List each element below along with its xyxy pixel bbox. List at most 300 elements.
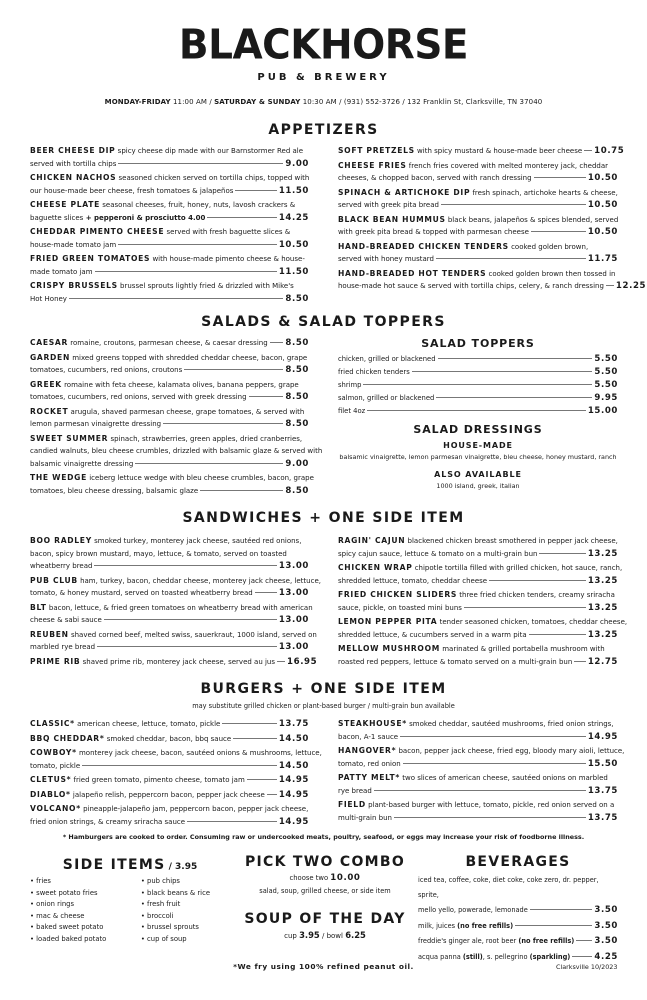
menu-item-name: FIELD — [338, 800, 366, 809]
menu-item-description-cont: with greek pita bread & topped with parmesan cheese — [338, 228, 529, 236]
menu-item-name: BBQ CHEDDAR* — [30, 733, 105, 743]
menu-item-description-cont: cheeses, & chopped bacon, served with ranch dressing — [338, 174, 532, 182]
menu-item-description: smoked turkey, monterey jack cheese, sautéed red onions, — [91, 537, 302, 545]
menu-item — [338, 589, 618, 614]
beverages-heading: BEVERAGES — [465, 854, 571, 870]
menu-item-price-row — [30, 656, 318, 669]
menu-item — [30, 406, 309, 431]
menu-item-name: PRIME RIB — [30, 656, 81, 666]
salad-topper-label: filet 4oz — [338, 407, 366, 415]
menu-item-description-cont: lemon parmesan vinaigrette dressing — [30, 420, 162, 428]
menu-item-price-row — [338, 199, 618, 212]
leader-line — [584, 150, 592, 151]
beverage-price: 4.25 — [594, 951, 618, 962]
appetizers-right-column — [338, 145, 647, 295]
salad-topper-price: 5.50 — [594, 380, 618, 390]
leader-line — [530, 909, 593, 910]
menu-item-name: CHEESE FRIES — [338, 160, 407, 170]
menu-item-description-cont: tomatoes, bleu cheese dressing, balsamic glaze — [30, 486, 199, 495]
menu-item-description: blackened chicken breast smothered in pepper jack cheese, — [405, 537, 618, 545]
beverage-note-2: (sparkling) — [529, 952, 571, 961]
menu-item-description: shaved corned beef, melted swiss, sauerkraut, 1000 island, served on — [68, 630, 317, 639]
menu-item — [30, 602, 313, 627]
menu-item-name: SOFT PRETZELS — [338, 146, 415, 155]
menu-item-description: cooked golden brown then tossed in — [486, 269, 616, 278]
menu-item-line — [30, 747, 322, 760]
leader-line — [529, 634, 586, 635]
menu-item-price-row — [338, 785, 618, 798]
menu-item-price-row — [30, 212, 309, 225]
salad-topper-row — [338, 405, 618, 418]
menu-item-text — [30, 733, 231, 746]
leader-line — [436, 397, 592, 398]
menu-item-name: LEMON PEPPER PITA — [338, 617, 438, 626]
menu-item-price-row — [30, 641, 309, 654]
menu-item-text — [30, 641, 95, 654]
menu-item-price: 15.50 — [587, 758, 618, 769]
side-items-lists — [30, 876, 230, 946]
menu-item-text — [30, 560, 92, 573]
menu-item-price-row — [338, 602, 618, 615]
menu-item-text — [338, 226, 529, 239]
leader-line — [441, 204, 586, 205]
menu-item-price: 8.50 — [285, 392, 309, 402]
menu-item-name: FRIED CHICKEN SLIDERS — [338, 590, 458, 599]
menu-item-line — [338, 160, 618, 173]
salad-topper-price: 9.95 — [594, 393, 618, 403]
menu-item-price: 14.95 — [278, 775, 309, 785]
menu-item — [30, 472, 314, 497]
leader-line — [267, 794, 277, 795]
menu-item-text — [338, 785, 372, 798]
menu-item-description: pineapple-jalapeño jam, peppercorn bacon, pepper jack cheese, — [80, 805, 309, 813]
leader-line — [104, 619, 277, 620]
sandwiches-left-column — [30, 535, 321, 670]
menu-item — [30, 145, 309, 170]
combo-choose-label: choose two — [289, 874, 331, 882]
menu-item-price-row — [30, 266, 309, 279]
menu-item-description: smoked cheddar, bacon, bbq sauce — [104, 734, 232, 743]
menu-item-price-row — [30, 293, 309, 306]
menu-item-price-row — [338, 253, 618, 266]
menu-item — [30, 352, 309, 377]
menu-item-text — [30, 718, 220, 731]
menu-item-description-cont: served with greek pita bread — [338, 201, 439, 209]
menu-item-name: THE WEDGE — [30, 473, 87, 482]
menu-item-price-row — [338, 172, 618, 185]
menu-item-description: shaved prime rib, monterey jack cheese, served au jus — [80, 657, 276, 666]
menu-item-description-cont: tomatoes, cucumbers, red onions, croutons — [30, 366, 183, 374]
menu-item-description: american cheese, lettuce, tomato, pickle — [74, 720, 221, 728]
menu-item-description-cont: house-made hot sauce & served with tortilla chips, celery, & ranch dressing — [338, 282, 604, 290]
menu-item-price: 14.25 — [278, 212, 309, 223]
menu-item-description: with house-made pimento cheese & house- — [150, 255, 305, 263]
menu-item-text — [338, 280, 604, 293]
menu-item — [30, 629, 317, 654]
also-available-heading: ALSO AVAILABLE — [434, 470, 522, 479]
menu-item-line — [338, 187, 618, 200]
hours-weekday-time: 11:00 AM / — [170, 98, 215, 106]
menu-item-name: CHICKEN NACHOS — [30, 173, 117, 182]
menu-item-price: 10.50 — [278, 239, 309, 250]
leader-line — [207, 217, 276, 218]
menu-item-description-cont: wheatberry bread — [30, 562, 93, 570]
menu-item-description: french fries covered with melted monterey jack, cheddar — [406, 161, 609, 170]
burgers-heading: BURGERS + ONE SIDE ITEM — [200, 681, 447, 697]
menu-item-price: 9.00 — [285, 158, 309, 169]
menu-item-description: three fried chicken tenders, creamy sriracha — [457, 591, 615, 599]
menu-item-name: CLASSIC* — [30, 719, 75, 728]
menu-item-line — [338, 535, 618, 548]
side-item: • sweet potato fries — [30, 888, 98, 897]
menu-item-text — [338, 656, 572, 669]
menu-item — [338, 562, 623, 587]
menu-item-price-row — [30, 718, 309, 731]
menu-item-price-row — [30, 733, 309, 746]
menu-item-price: 11.50 — [278, 266, 309, 277]
leader-line — [233, 738, 277, 739]
menu-item — [338, 535, 618, 560]
leader-line — [576, 940, 592, 941]
menu-item-line — [338, 772, 618, 785]
menu-item-price: 14.50 — [278, 733, 309, 744]
salad-topper-row — [338, 353, 618, 366]
beverage-row — [418, 934, 618, 950]
menu-item-description-cont: candied walnuts, bleu cheese crumbles, drizzled with balsamic glaze & served with — [30, 447, 323, 455]
menu-item-line — [30, 472, 314, 485]
salad-dressings-heading: SALAD DRESSINGS — [413, 423, 543, 436]
menu-item — [30, 535, 309, 573]
menu-item — [338, 187, 618, 212]
leader-line — [539, 553, 585, 554]
menu-item-price: 8.50 — [285, 419, 309, 429]
beverage-name: milk, juices — [418, 921, 458, 930]
leader-line — [222, 723, 276, 724]
menu-item — [30, 747, 322, 772]
menu-item-description-cont: spicy cajun sauce, lettuce & tomato on a multi-grain bun — [338, 549, 538, 558]
leader-line — [69, 298, 283, 299]
menu-item — [338, 160, 618, 185]
menu-item-description: mixed greens topped with shredded cheddar cheese, bacon, grape — [70, 353, 308, 362]
menu-item-price: 14.95 — [278, 816, 309, 827]
menu-item — [30, 226, 309, 251]
menu-item — [30, 172, 309, 197]
soup-bowl-label: / bowl — [319, 932, 346, 940]
menu-item-price: 13.25 — [587, 548, 618, 559]
menu-item-text — [338, 548, 537, 561]
pick-two-combo-choose — [228, 873, 422, 883]
menu-item-price-row — [30, 158, 309, 171]
leader-line — [247, 779, 277, 780]
menu-item-price: 10.50 — [587, 227, 618, 237]
menu-item-price: 8.50 — [285, 485, 309, 496]
appetizers-left-column — [30, 145, 309, 307]
menu-item-price-row — [30, 418, 309, 431]
also-available-dressings: 1000 island, greek, italian — [436, 482, 520, 490]
beverage-label — [418, 934, 574, 950]
salad-toppers-list — [338, 353, 618, 418]
menu-item-price: 11.75 — [587, 254, 618, 264]
salads-left-column — [30, 337, 323, 499]
leader-line — [606, 285, 614, 286]
menu-item-price-row — [338, 548, 618, 561]
leader-line — [403, 763, 586, 764]
menu-item-text — [30, 458, 133, 471]
menu-item-name: CHEDDAR PIMENTO CHEESE — [30, 227, 165, 236]
menu-item-name: HAND-BREADED CHICKEN TENDERS — [338, 241, 509, 251]
leader-line — [572, 956, 592, 957]
beverage-row — [418, 903, 618, 919]
burgers-left-column — [30, 718, 322, 830]
leader-line — [534, 177, 586, 178]
menu-item-description: fried green tomato, pimento cheese, tomato jam — [71, 776, 245, 784]
menu-item-price-row — [30, 364, 309, 377]
menu-item-price-row — [338, 731, 618, 744]
menu-item-description-cont: our house-made beer cheese, fresh tomatoes & jalapeños — [30, 186, 234, 195]
menu-item-description: romaine, croutons, parmesan cheese, & caesar dressing — [68, 339, 268, 347]
foodborne-illness-notice: * Hamburgers are cooked to order. Consuming raw or undercooked meats, poultry, seafood, or eggs may increase your risk of foodborne illness. — [62, 833, 585, 841]
menu-item-price-row — [30, 239, 309, 252]
side-item: • onion rings — [30, 900, 74, 909]
menu-item-description: arugula, shaved parmesan cheese, grape tomatoes, & served with — [68, 407, 305, 416]
menu-item-price: 13.00 — [278, 588, 309, 598]
menu-item-name: VOLCANO* — [30, 804, 81, 813]
menu-item-price: 10.50 — [587, 173, 618, 183]
soup-cup-price: 3.95 — [299, 930, 320, 940]
menu-item-line — [30, 629, 317, 642]
menu-item-name: FRIED GREEN TOMATOES — [30, 254, 151, 263]
menu-item-name: PATTY MELT* — [338, 773, 401, 782]
menu-item-line — [338, 241, 618, 254]
menu-item-price-row — [30, 774, 309, 787]
menu-item-line — [30, 433, 309, 446]
menu-item-price: 11.50 — [278, 185, 309, 196]
menu-item-description-cont: balsamic vinaigrette dressing — [30, 459, 134, 468]
menu-item-line — [30, 602, 313, 615]
menu-item — [30, 199, 309, 224]
menu-item-price: 10.50 — [587, 200, 618, 210]
menu-item-text — [30, 185, 233, 198]
menu-item-name: BLT — [30, 602, 47, 612]
menu-item-text — [30, 816, 185, 829]
menu-item-name: CRISPY BRUSSELS — [30, 281, 118, 290]
menu-item-description: iceberg lettuce wedge with bleu cheese crumbles, bacon, grape — [86, 474, 314, 482]
leader-line — [82, 765, 277, 766]
menu-item-description: bacon, lettuce, & fried green tomatoes on wheatberry bread with american — [46, 603, 313, 612]
peanut-oil-notice: *We fry using 100% refined peanut oil. — [233, 962, 414, 971]
menu-item — [30, 253, 309, 278]
menu-item-price: 14.50 — [278, 760, 309, 771]
leader-line — [187, 821, 277, 822]
combo-price: 10.00 — [330, 873, 361, 883]
appetizers-heading: APPETIZERS — [268, 122, 379, 138]
menu-item-description-cont: tomato, pickle — [30, 761, 81, 770]
menu-item-price: 14.95 — [587, 731, 618, 742]
leader-line — [374, 790, 586, 791]
leader-line — [235, 190, 276, 191]
menu-item — [338, 718, 618, 743]
salad-topper-row — [338, 379, 618, 392]
menu-item-description: ham, turkey, bacon, cheddar cheese, monterey jack cheese, lettuce, — [77, 576, 321, 585]
menu-item-text — [30, 485, 198, 498]
side-item: • loaded baked potato — [30, 934, 107, 943]
side-item: • brussel sprouts — [140, 923, 199, 932]
menu-item-price-row — [338, 656, 618, 669]
menu-item-price: 13.75 — [587, 812, 618, 823]
menu-item-line — [30, 535, 309, 548]
menu-item-name: PUB CLUB — [30, 575, 78, 585]
logo-wordmark: BLACKHORSE — [178, 21, 469, 70]
menu-item-price-row — [338, 145, 625, 158]
menu-item-name: CHICKEN WRAP — [338, 563, 413, 572]
side-items-heading-line — [30, 854, 230, 873]
menu-item-text — [338, 253, 434, 266]
beverages-list — [418, 873, 618, 965]
menu-item-text — [30, 266, 93, 279]
salad-topper-label: shrimp — [338, 381, 362, 389]
menu-item-price-row — [338, 226, 618, 239]
menu-item-text — [30, 239, 116, 252]
side-item: • fries — [30, 877, 51, 885]
leader-line — [184, 369, 283, 370]
leader-line — [249, 396, 284, 397]
leader-line — [436, 258, 586, 259]
salad-topper-price: 5.50 — [594, 354, 618, 364]
beverage-name-2: , s. pellegrino — [482, 952, 530, 961]
menu-item-text — [338, 602, 462, 615]
menu-item — [30, 433, 323, 471]
leader-line — [97, 646, 277, 647]
menu-item-line — [30, 548, 309, 561]
salad-topper-row — [338, 366, 618, 379]
menu-item-line — [338, 214, 618, 227]
leader-line — [270, 342, 284, 343]
menu-item-description-cont: made tomato jam — [30, 267, 93, 276]
menu-item — [338, 145, 625, 158]
menu-item-text — [30, 614, 102, 627]
menu-item-description: seasonal cheeses, fruit, honey, nuts, lavosh crackers & — [100, 201, 296, 209]
menu-item-description: romaine with feta cheese, kalamata olives, banana peppers, grape — [61, 380, 299, 389]
menu-item-price: 13.25 — [587, 602, 618, 613]
menu-item-name: STEAKHOUSE* — [338, 719, 407, 728]
menu-item-text — [338, 199, 439, 212]
beverage-line: iced tea, coffee, coke, diet coke, coke zero, dr. pepper, sprite, — [418, 876, 599, 899]
menu-item-price: 13.00 — [278, 615, 309, 625]
menu-item-text — [30, 158, 116, 171]
menu-item-text — [338, 172, 532, 185]
menu-item-name: MELLOW MUSHROOM — [338, 644, 440, 653]
menu-item-price: 10.75 — [594, 146, 625, 156]
menu-item-line — [30, 172, 309, 185]
menu-item-text — [338, 812, 392, 825]
menu-item-price: 13.00 — [278, 561, 309, 571]
leader-line — [367, 410, 586, 411]
leader-line — [135, 463, 283, 464]
menu-item-price-row — [30, 337, 309, 350]
soup-prices — [228, 930, 422, 940]
menu-item-name: HANGOVER* — [338, 746, 397, 755]
menu-item-line — [30, 226, 309, 239]
menu-item — [30, 774, 309, 787]
menu-item-description: fresh spinach, artichoke hearts & cheese, — [470, 188, 618, 197]
leader-line — [574, 661, 586, 662]
menu-item-name: GREEK — [30, 379, 62, 389]
menu-item-description-cont: roasted red peppers, lettuce & tomato served on a multi-grain bun — [338, 657, 573, 666]
beverage-price: 3.50 — [594, 936, 618, 946]
menu-item-price: 9.00 — [285, 458, 309, 469]
beverage-row — [418, 919, 618, 935]
beverage-label — [418, 919, 513, 935]
menu-item-text — [30, 391, 247, 404]
leader-line — [277, 661, 285, 662]
menu-item-line — [30, 145, 309, 158]
menu-item-text — [338, 575, 487, 588]
menu-item-price-row — [338, 629, 618, 642]
menu-item-line — [338, 562, 623, 575]
menu-item — [30, 803, 309, 828]
menu-item-description: marinated & grilled portabella mushroom with — [440, 645, 605, 653]
menu-item-price: 13.00 — [278, 642, 309, 652]
burgers-right-column — [338, 718, 625, 826]
soup-cup-label: cup — [284, 932, 300, 940]
menu-item-line — [338, 718, 618, 731]
menu-item-description-cont: fried onion strings, & creamy sriracha sauce — [30, 817, 186, 826]
leader-line — [489, 580, 586, 581]
menu-item — [338, 214, 618, 239]
menu-item — [30, 789, 309, 802]
menu-item-description-cont: Hot Honey — [30, 294, 67, 303]
menu-item-price: 12.25 — [615, 281, 647, 291]
salad-topper-price: 5.50 — [594, 367, 618, 377]
menu-item-description-cont: house-made tomato jam — [30, 240, 117, 249]
side-item: • black beans & rice — [140, 888, 210, 897]
menu-item-name: RAGIN' CAJUN — [338, 536, 406, 545]
leader-line — [118, 244, 277, 245]
menu-item-text — [30, 337, 268, 350]
menu-item-name: CAESAR — [30, 338, 69, 347]
menu-item-name: HAND-BREADED HOT TENDERS — [338, 268, 487, 278]
menu-item — [30, 337, 309, 350]
pick-two-combo-panel — [228, 854, 422, 940]
menu-item-price: 8.50 — [285, 338, 309, 348]
hours-weekday-label: MONDAY-FRIDAY — [104, 98, 171, 106]
salad-topper-label: fried chicken tenders — [338, 368, 410, 376]
menu-item-description: monterey jack cheese, bacon, sautéed onions & mushrooms, lettuce, — [76, 749, 322, 757]
leader-line — [464, 607, 586, 608]
menu-item-price: 12.75 — [587, 656, 618, 667]
menu-item — [338, 772, 618, 797]
menu-item-line — [338, 589, 618, 602]
menu-item-description-cont: multi-grain bun — [338, 813, 392, 822]
leader-line — [515, 925, 592, 926]
menu-item-text — [30, 789, 265, 802]
salad-toppers-heading: SALAD TOPPERS — [421, 337, 535, 350]
menu-item-price-row — [338, 575, 618, 588]
menu-item-addon: + pepperoni & prosciutto 4.00 — [83, 213, 206, 222]
menu-item-price: 13.25 — [587, 575, 618, 586]
menu-item-price-row — [30, 760, 309, 773]
menu-item-text — [30, 212, 205, 225]
menu-item-text — [338, 629, 527, 642]
menu-item-price-row — [30, 789, 309, 802]
menu-item-text — [30, 760, 80, 773]
menu-item-text — [30, 587, 253, 600]
menu-item — [30, 733, 309, 746]
menu-item-description: plant-based burger with lettuce, tomato, pickle, red onion served on a — [365, 801, 615, 809]
menu-item-name: CHEESE PLATE — [30, 200, 101, 209]
side-item: • broccoli — [140, 911, 174, 920]
leader-line — [412, 371, 593, 372]
